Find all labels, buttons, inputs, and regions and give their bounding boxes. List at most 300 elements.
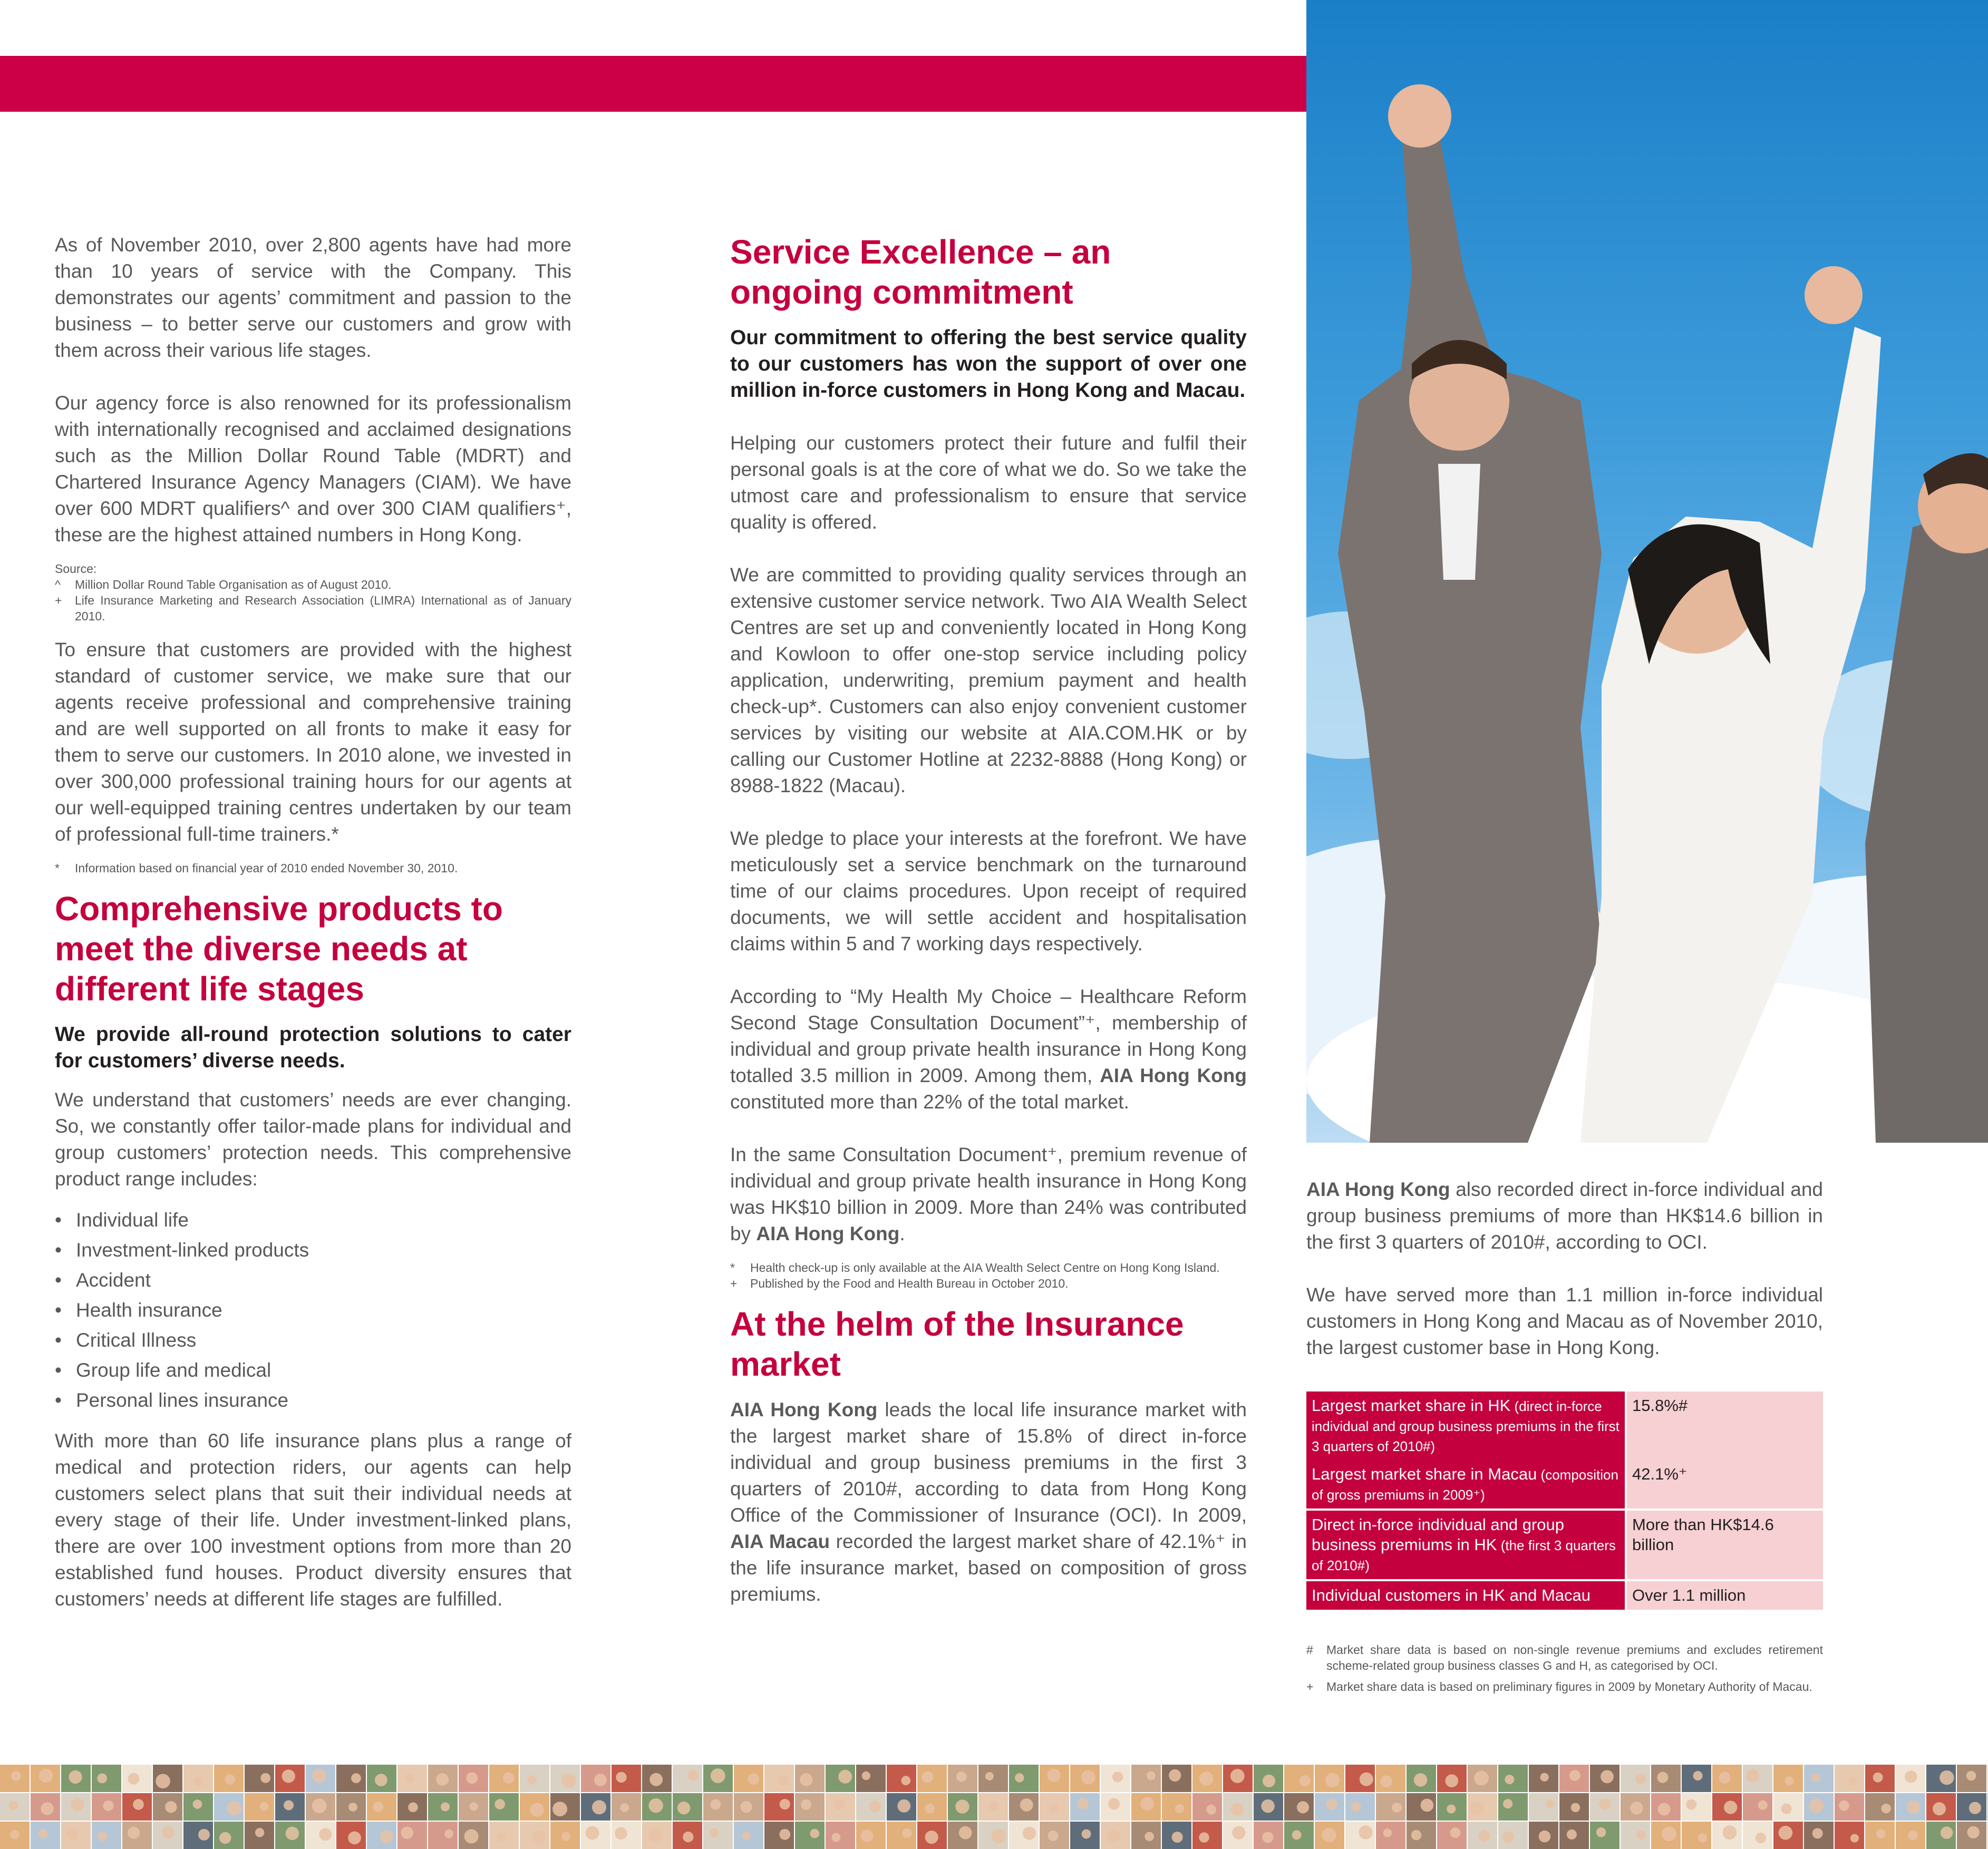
mosaic-face — [1411, 1830, 1422, 1841]
company-name: AIA Hong Kong — [756, 1223, 900, 1244]
mosaic-face — [1081, 1770, 1095, 1784]
mosaic-face — [956, 1772, 967, 1782]
mosaic-face — [1359, 1825, 1372, 1839]
mosaic-face — [620, 1803, 629, 1812]
mosaic-face — [1015, 1773, 1024, 1782]
mosaic-face — [348, 1832, 361, 1845]
claims-paragraph: We pledge to place your interests at the forefront. We have meticulously set a service benchmark on the turnaround time of our claims procedures. Upon receipt of required documents, we will settle accident and hospitalisation claims within 5 and 7 working days respectively. — [730, 828, 1247, 955]
mosaic-face — [1850, 1834, 1859, 1843]
mosaic-face — [1503, 1799, 1512, 1808]
mosaic-face — [380, 1830, 393, 1843]
mosaic-face — [444, 1829, 453, 1838]
company-name: AIA Hong Kong — [1306, 1179, 1450, 1200]
mosaic-face — [532, 1831, 546, 1844]
product-name: Accident — [76, 1269, 151, 1291]
mosaic-face — [1686, 1799, 1696, 1810]
mosaic-face — [405, 1774, 414, 1783]
mosaic-face — [128, 1773, 140, 1785]
right-column — [1306, 1176, 1823, 1361]
table-value-cell: 42.1%⁺ — [1626, 1460, 1823, 1510]
product-name: Group life and medical — [76, 1359, 271, 1381]
footnote-text: Published by the Food and Health Bureau in October 2010. — [750, 1277, 1069, 1290]
mosaic-tile — [1682, 1793, 1711, 1821]
paragraph-text: constituted more than 22% of the total market. — [730, 1091, 1129, 1113]
mosaic-face — [1596, 1827, 1606, 1837]
footnote-text: Market share data is based on non-single revenue premiums and excludes retirement scheme-related group business classes G and H, as categorised by OCI. — [1326, 1643, 1823, 1672]
table-row — [1306, 1460, 1823, 1510]
mosaic-face — [1939, 1770, 1954, 1785]
paragraph-text: recorded the largest market share of 42.1%⁺ in the life insurance market, based on composition of gross premiums. — [730, 1531, 1247, 1605]
mosaic-face — [861, 1829, 874, 1842]
mosaic-face — [1969, 1802, 1981, 1814]
mosaic-face — [683, 1832, 693, 1842]
mosaic-face — [1569, 1770, 1580, 1781]
mosaic-face — [1262, 1832, 1273, 1843]
mosaic-tile — [887, 1822, 916, 1849]
mosaic-tile — [1131, 1765, 1161, 1792]
paragraph-text: In the same Consultation Document⁺, premium revenue of individual and group private health insurance in Hong Kong was HK$10 billion in 2009. More than 24% was contributed by — [730, 1144, 1247, 1244]
mosaic-face — [1873, 1773, 1883, 1783]
mosaic-face — [1020, 1798, 1033, 1812]
mosaic-tile — [1529, 1793, 1558, 1821]
agency-professionalism-paragraph: Our agency force is also renowned for its professionalism with internationally recognised and acclaimed designations such as the Million Dollar Round Table (MDRT) and Chartered Insurance Agency Managers (CIAM). We have over 600 MDRT qualifiers^ and over 300 CIAM qualifiers⁺, these are the highest attained numbers in Hong Kong. — [55, 392, 571, 546]
mosaic-face — [1326, 1798, 1337, 1809]
source-notes — [55, 577, 571, 624]
mosaic-face — [103, 1801, 113, 1811]
footnote — [730, 1276, 1247, 1291]
mosaic-face — [561, 1832, 570, 1841]
footnote-mark: ^ — [55, 578, 61, 591]
footnote-text: Market share data is based on preliminary figures in 2009 by Monetary Authority of Macau. — [1326, 1680, 1812, 1694]
mosaic-face — [466, 1772, 478, 1784]
mosaic-face — [1723, 1825, 1737, 1840]
mosaic-face — [156, 1774, 170, 1788]
footnote-mark: * — [55, 861, 60, 875]
market-heading: At the helm of the Insurance market — [730, 1305, 1184, 1383]
mosaic-face — [1539, 1831, 1551, 1843]
mosaic-face — [586, 1826, 599, 1840]
paragraph-text: leads the local life insurance market with the largest market share of 15.8% of direct in-force individual and group business premiums in the first 3 quarters of 2010#, according to data from Hong Kong Office of the Commissioner of Insurance (OCI). In 2009, — [730, 1399, 1247, 1526]
mosaic-face — [1812, 1773, 1820, 1782]
mosaic-face — [616, 1772, 626, 1783]
products-intro-paragraph: We understand that customers’ needs are ever changing. So, we constantly offer tailor-made plans for individual and group customers’ protection needs. This comprehensive product range includes: — [55, 1089, 571, 1190]
mosaic-face — [779, 1829, 790, 1840]
mosaic-face — [219, 1832, 231, 1844]
mosaic-face — [1905, 1770, 1917, 1783]
mosaic-face — [1261, 1799, 1274, 1813]
mosaic-face — [503, 1773, 514, 1784]
mosaic-face — [925, 1831, 938, 1844]
mosaic-face — [810, 1829, 819, 1838]
mosaic-face — [925, 1804, 935, 1814]
mosaic-face — [1724, 1801, 1737, 1814]
mosaic-face — [494, 1799, 505, 1809]
list-item — [55, 1325, 571, 1355]
mosaic-tile — [856, 1765, 886, 1792]
mosaic-face — [10, 1830, 20, 1840]
mosaic-face — [1719, 1772, 1730, 1784]
customer-photo-mosaic — [0, 1765, 1988, 1849]
mosaic-face — [1474, 1771, 1489, 1786]
mosaic-face — [1048, 1769, 1061, 1782]
products-heading: Comprehensive products to meet the diverse needs at different life stages — [55, 890, 503, 1008]
mosaic-face — [1812, 1828, 1823, 1838]
row-detail: (the first 3 quarters of 2010#) — [1312, 1537, 1616, 1573]
mosaic-face — [1147, 1772, 1156, 1780]
mosaic-face — [1785, 1776, 1794, 1785]
mosaic-face — [1206, 1805, 1216, 1815]
mosaic-face — [1050, 1804, 1059, 1813]
mosaic-face — [470, 1802, 478, 1811]
mosaic-face — [1781, 1804, 1791, 1814]
mosaic-face — [1145, 1832, 1154, 1841]
mosaic-face — [1848, 1776, 1857, 1785]
product-name: Critical Illness — [76, 1329, 197, 1351]
paragraph-text: also recorded direct in-force individual and group business premiums of more than HK$14.6 billion in the first 3 quarters of 2010#, according to OCI. — [1306, 1179, 1823, 1253]
mosaic-face — [1502, 1831, 1514, 1843]
mosaic-face — [648, 1798, 663, 1813]
mosaic-face — [552, 1802, 567, 1816]
photo-mosaic-strip — [0, 1765, 1988, 1849]
mosaic-face — [688, 1770, 699, 1780]
mosaic-face — [1567, 1829, 1577, 1840]
celebrating-people-photo — [1306, 0, 1988, 1143]
mosaic-face — [1230, 1803, 1243, 1816]
training-notes — [55, 860, 571, 876]
mosaic-face — [1230, 1769, 1245, 1783]
mosaic-face — [69, 1770, 82, 1784]
table-label-cell — [1306, 1391, 1626, 1460]
mosaic-face — [408, 1803, 418, 1813]
mosaic-face — [648, 1828, 662, 1842]
mosaic-tile — [764, 1793, 794, 1821]
mosaic-face — [286, 1827, 299, 1840]
footnote — [1306, 1642, 1823, 1673]
mosaic-face — [260, 1773, 270, 1783]
row-label: Largest market share in HK — [1312, 1396, 1511, 1415]
mosaic-face — [1698, 1833, 1707, 1842]
company-name: AIA Macau — [730, 1531, 830, 1552]
footnote-mark: + — [55, 593, 62, 607]
footnote — [730, 1260, 1247, 1276]
mosaic-face — [838, 1770, 852, 1784]
mosaic-face — [1599, 1798, 1611, 1810]
mosaic-face — [351, 1773, 361, 1783]
mosaic-face — [1140, 1797, 1153, 1810]
mosaic-tile — [795, 1822, 825, 1849]
row-label: Individual customers in HK and Macau — [1312, 1586, 1591, 1604]
bullet-icon: • — [55, 1239, 62, 1261]
table-value-cell: More than HK$14.6 billion — [1626, 1510, 1823, 1580]
mosaic-face — [742, 1832, 751, 1840]
mosaic-face — [1322, 1828, 1336, 1842]
row-label: Direct in-force individual and group business premiums in HK — [1312, 1515, 1565, 1554]
mosaic-face — [1839, 1801, 1849, 1811]
mosaic-face — [594, 1774, 607, 1786]
footnote — [55, 577, 571, 592]
product-name: Personal lines insurance — [76, 1389, 289, 1411]
mosaic-face — [1351, 1802, 1361, 1812]
mosaic-face — [128, 1827, 140, 1839]
company-name: AIA Hong Kong — [730, 1399, 878, 1420]
mosaic-face — [677, 1802, 690, 1814]
mosaic-face — [1445, 1774, 1458, 1787]
table-row — [1306, 1580, 1823, 1611]
bullet-icon: • — [55, 1209, 62, 1231]
mosaic-face — [1048, 1831, 1059, 1841]
product-list — [55, 1205, 571, 1415]
mosaic-face — [833, 1799, 845, 1810]
left-column — [55, 232, 571, 1612]
mosaic-face — [897, 1799, 910, 1813]
mosaic-face — [1636, 1830, 1646, 1840]
list-item — [55, 1235, 571, 1265]
mosaic-face — [319, 1828, 332, 1841]
footnote-text: Health check-up is only available at the AIA Wealth Select Centre on Hong Kong Island. — [750, 1261, 1220, 1274]
mosaic-face — [1447, 1805, 1456, 1814]
mosaic-face — [1630, 1802, 1643, 1814]
mosaic-face — [1421, 1799, 1434, 1812]
mosaic-face — [71, 1798, 84, 1811]
mosaic-face — [255, 1828, 264, 1837]
footnote-mark: # — [1306, 1643, 1313, 1657]
mosaic-face — [710, 1828, 719, 1837]
mosaic-face — [1112, 1772, 1123, 1782]
mosaic-tile — [428, 1822, 458, 1849]
list-item — [55, 1295, 571, 1325]
mosaic-face — [1325, 1773, 1340, 1787]
mosaic-face — [9, 1801, 18, 1811]
mosaic-face — [1746, 1769, 1759, 1782]
mosaic-face — [1300, 1775, 1311, 1786]
mosaic-face — [133, 1799, 144, 1810]
bullet-icon: • — [55, 1359, 62, 1381]
mosaic-face — [1479, 1830, 1490, 1842]
mosaic-face — [831, 1833, 840, 1842]
table-label-cell — [1306, 1460, 1626, 1510]
mosaic-face — [348, 1803, 357, 1812]
mosaic-face — [780, 1799, 790, 1809]
mosaic-face — [1546, 1799, 1554, 1808]
mosaic-face — [312, 1798, 327, 1813]
mosaic-tile — [1682, 1822, 1711, 1849]
plans-paragraph: With more than 60 life insurance plans plus a range of medical and protection riders, our agents can help customers select plans that suit their individual needs at every stage of their life. Under investment-linked plans, there are over 100 investment options from more than 20 established fund houses. Product diversity ensures that customers’ needs at different life stages are fulfilled. — [55, 1430, 571, 1610]
mosaic-face — [165, 1801, 177, 1813]
bullet-icon: • — [55, 1269, 62, 1291]
list-item — [55, 1385, 571, 1415]
mosaic-face — [530, 1803, 544, 1816]
mosaic-face — [312, 1768, 326, 1783]
footnote — [55, 592, 571, 624]
mosaic-face — [740, 1801, 752, 1813]
mosaic-face — [1107, 1829, 1120, 1843]
mosaic-face — [38, 1829, 48, 1838]
bullet-icon: • — [55, 1329, 62, 1351]
mosaic-face — [1908, 1831, 1917, 1840]
mosaic-face — [1758, 1801, 1768, 1810]
mosaic-face — [1108, 1798, 1120, 1809]
mosaic-face — [527, 1775, 537, 1785]
mosaic-tile — [1835, 1822, 1864, 1849]
mosaic-face — [902, 1828, 911, 1838]
footnote — [1306, 1679, 1823, 1695]
mosaic-face — [1907, 1801, 1921, 1814]
mosaic-face — [1470, 1802, 1484, 1815]
mosaic-face — [1414, 1773, 1427, 1786]
mosaic-face — [162, 1826, 174, 1838]
market-share-paragraph — [730, 1397, 1247, 1608]
paragraph-text: According to “My Health My Choice – Healthcare Reform Second Stage Consultation Document”⁺, membership of individual and group private health insurance in Hong Kong totalled 3.5 million in 2009. Among them, — [730, 986, 1247, 1086]
source-label: Source: — [55, 562, 97, 576]
health-membership-paragraph — [730, 984, 1247, 1115]
footnote-text: Million Dollar Round Table Organisation as of August 2010. — [75, 578, 392, 591]
mosaic-face — [989, 1802, 999, 1812]
list-item — [55, 1355, 571, 1385]
row-label: Largest market share in Macau — [1312, 1465, 1537, 1483]
mosaic-face — [1078, 1798, 1089, 1809]
mosaic-face — [711, 1768, 725, 1783]
mosaic-face — [1693, 1771, 1703, 1780]
premiums-paragraph — [1306, 1176, 1823, 1256]
mosaic-face — [1082, 1829, 1091, 1839]
market-share-notes — [1306, 1642, 1823, 1695]
mosaic-tile — [826, 1822, 855, 1849]
training-paragraph: To ensure that customers are provided with the highest standard of customer service, we make sure that our agents receive professional and comprehensive training and are well supported on all fronts to make it easy for them to serve our customers. In 2010 alone, we invested in over 300,000 professional training hours for our agents at our well-equipped training centres undertaken by our team of professional full-time trainers.* — [55, 639, 571, 845]
mosaic-face — [1756, 1833, 1766, 1843]
mosaic-face — [778, 1776, 788, 1786]
mosaic-face — [801, 1799, 811, 1810]
mosaic-face — [1380, 1775, 1392, 1787]
mosaic-tile — [1743, 1793, 1772, 1821]
service-paragraph-1: Helping our customers protect their future and fulfil their personal goals is at the core of what we do. So we take the utmost care and professionalism to ensure that service quality is offered. — [730, 432, 1247, 533]
mosaic-face — [1966, 1771, 1976, 1781]
footnote-mark: * — [730, 1261, 735, 1274]
mosaic-face — [375, 1774, 387, 1786]
mosaic-face — [748, 1773, 759, 1785]
mosaic-face — [1933, 1802, 1946, 1815]
footnote-text: Information based on financial year of 2010 ended November 30, 2010. — [75, 861, 458, 875]
middle-column — [730, 232, 1247, 1608]
bullet-icon: • — [55, 1299, 62, 1321]
mosaic-face — [615, 1827, 627, 1840]
mosaic-face — [1297, 1801, 1309, 1813]
mosaic-face — [98, 1832, 107, 1841]
mosaic-face — [1941, 1826, 1953, 1839]
mosaic-face — [1175, 1804, 1184, 1813]
mosaic-face — [1360, 1773, 1373, 1786]
mosaic-face — [284, 1801, 294, 1811]
mosaic-face — [992, 1829, 1006, 1844]
service-notes — [730, 1260, 1247, 1291]
mosaic-face — [1662, 1826, 1676, 1841]
service-network-paragraph: We are committed to providing quality services through an extensive customer service network. Two AIA Wealth Select Centres are set up and conveniently located in Hong Kong and Kowloon to offer one-stop service including policy application, underwriting, premium payment and health check-up*. Customers can also enjoy convenient customer services by visiting our website at AIA.COM.HK or by calling our Customer Hotline at 2232-8888 (Hong Kong) or 8988-1822 (Macau). — [730, 564, 1247, 796]
mosaic-face — [1450, 1827, 1461, 1838]
premium-revenue-paragraph — [730, 1142, 1247, 1247]
mosaic-face — [1505, 1775, 1514, 1784]
product-name: Individual life — [76, 1209, 189, 1231]
mosaic-tile — [673, 1765, 702, 1792]
mosaic-face — [1635, 1774, 1646, 1785]
table-label-cell — [1306, 1510, 1626, 1580]
mosaic-face — [1809, 1798, 1824, 1813]
bullet-icon: • — [55, 1389, 62, 1411]
mosaic-face — [1263, 1775, 1275, 1787]
mosaic-face — [862, 1772, 870, 1780]
mosaic-face — [1571, 1803, 1580, 1812]
mosaic-face — [227, 1801, 241, 1815]
mosaic-face — [1967, 1826, 1980, 1838]
mosaic-face — [41, 1802, 53, 1815]
mosaic-face — [985, 1772, 994, 1780]
mosaic-face — [710, 1799, 721, 1810]
mosaic-face — [225, 1774, 235, 1784]
mosaic-face — [401, 1826, 413, 1839]
mosaic-face — [193, 1776, 203, 1786]
table-value-cell: 15.8%# — [1626, 1391, 1823, 1460]
mosaic-face — [1876, 1829, 1886, 1838]
mosaic-face — [1601, 1770, 1614, 1783]
mosaic-face — [11, 1771, 21, 1781]
agents-service-paragraph: As of November 2010, over 2,800 agents have had more than 10 years of service with the Company. This demonstrates our agents’ commitment and passion to the business – to better serve our customers and grow with them across their various life stages. — [55, 234, 571, 361]
footnote-mark: + — [730, 1277, 738, 1290]
row-detail: (composition of gross premiums in 2009⁺) — [1312, 1467, 1618, 1503]
mosaic-face — [1383, 1828, 1392, 1837]
mosaic-face — [649, 1773, 663, 1786]
mosaic-tile — [887, 1765, 916, 1792]
mosaic-face — [97, 1774, 107, 1784]
row-detail: (direct in-force individual and group business premiums in the first 3 quarters of 2010#) — [1312, 1398, 1620, 1454]
customer-base-paragraph: We have served more than 1.1 million in-force individual customers in Hong Kong and Macau as of November 2010, the largest customer base in Hong Kong. — [1306, 1284, 1823, 1358]
company-name: AIA Hong Kong — [1100, 1065, 1247, 1086]
mosaic-face — [436, 1773, 449, 1786]
mosaic-face — [869, 1801, 881, 1812]
mosaic-face — [193, 1799, 202, 1809]
mosaic-tile — [336, 1765, 366, 1792]
mosaic-face — [39, 1769, 53, 1783]
service-lead: Our commitment to offering the best service quality to our customers has won the support of over one million in-force customers in Hong Kong and Macau. — [730, 326, 1247, 402]
mosaic-face — [592, 1800, 606, 1814]
mosaic-face — [373, 1802, 384, 1812]
mosaic-face — [67, 1828, 79, 1840]
mosaic-face — [1392, 1803, 1402, 1813]
footnote-mark: + — [1306, 1680, 1314, 1694]
mosaic-face — [1172, 1832, 1183, 1843]
product-name: Investment-linked products — [76, 1239, 309, 1261]
mosaic-tile — [978, 1765, 1008, 1792]
list-item — [55, 1265, 571, 1295]
footnote — [55, 860, 571, 876]
product-name: Health insurance — [76, 1299, 222, 1321]
mosaic-face — [282, 1769, 295, 1783]
table-row — [1306, 1391, 1823, 1460]
mosaic-face — [1658, 1803, 1671, 1816]
mosaic-face — [441, 1802, 450, 1811]
mosaic-face — [1292, 1830, 1302, 1840]
table-label-cell — [1306, 1580, 1626, 1611]
mosaic-face — [800, 1773, 812, 1786]
mosaic-face — [497, 1833, 506, 1842]
mosaic-face — [1169, 1769, 1181, 1782]
mosaic-face — [1881, 1804, 1891, 1814]
service-heading: Service Excellence – an ongoing commitment — [730, 233, 1111, 311]
table-value-cell: Over 1.1 million — [1626, 1580, 1823, 1611]
mosaic-tile — [245, 1793, 274, 1821]
mosaic-face — [1779, 1826, 1792, 1840]
mosaic-tile — [1835, 1793, 1864, 1821]
mosaic-face — [959, 1826, 972, 1840]
brand-color-band — [0, 56, 1306, 112]
mosaic-tile — [1498, 1793, 1528, 1821]
